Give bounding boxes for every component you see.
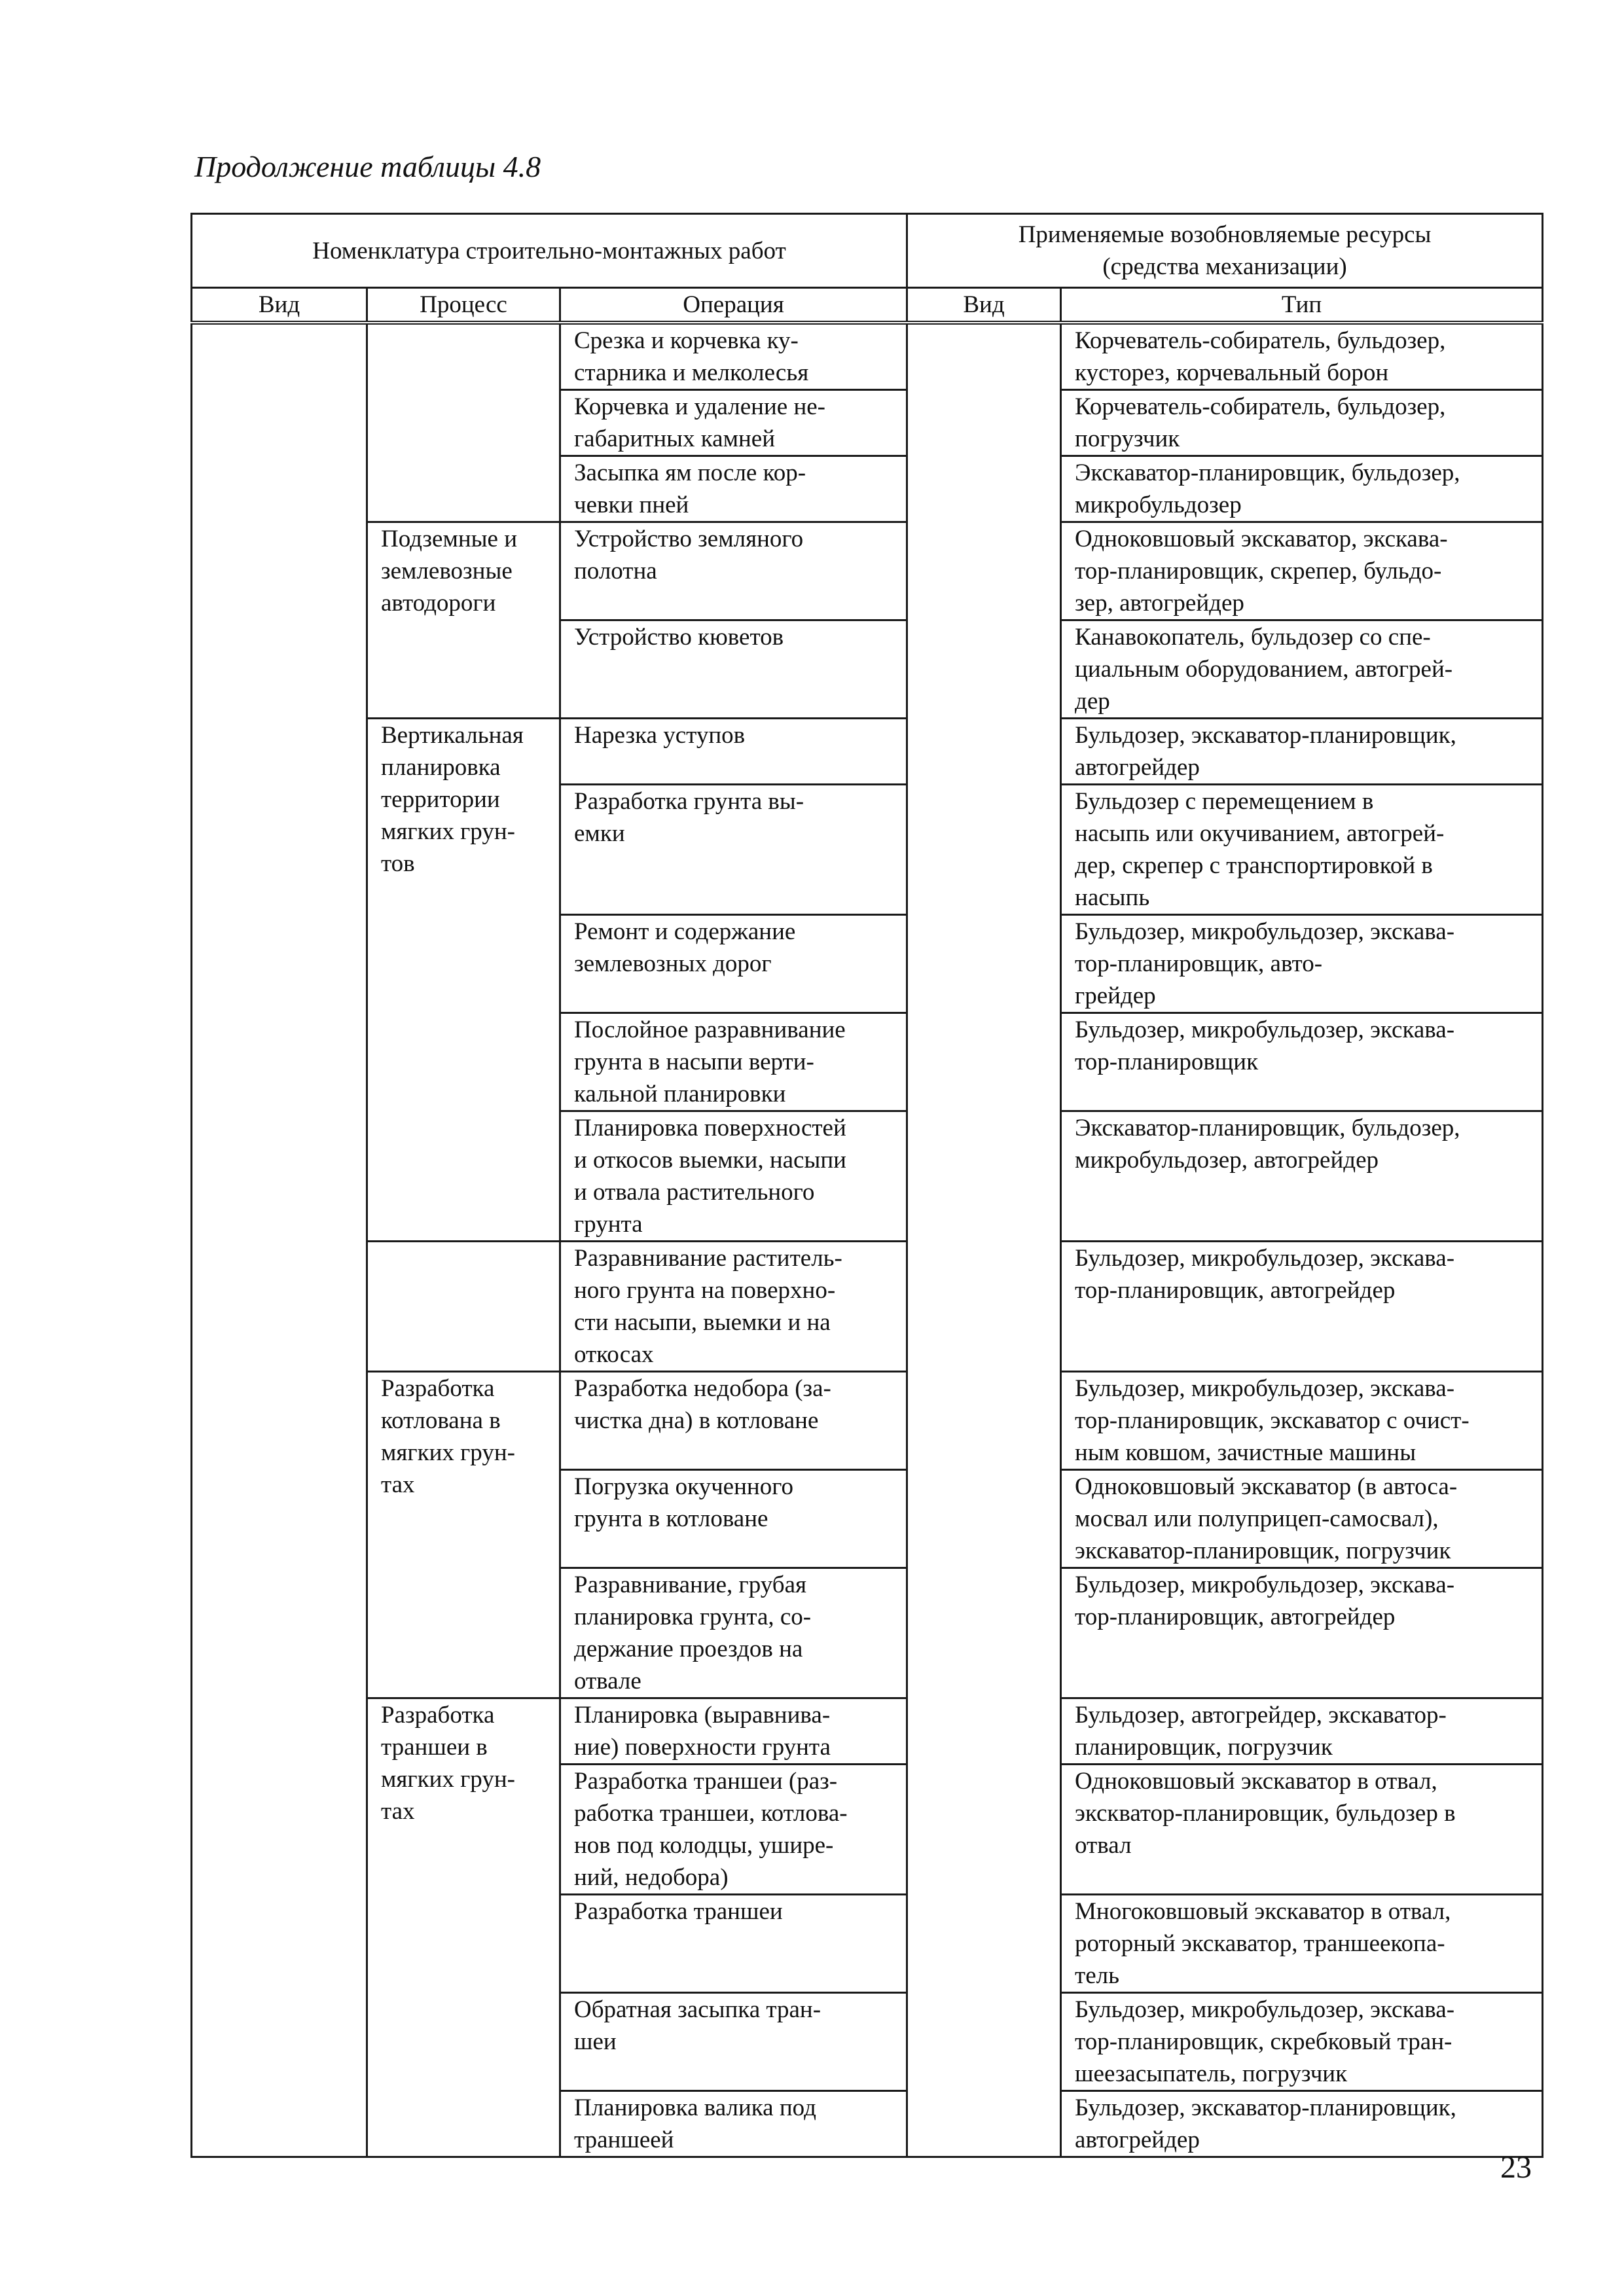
type-cell: Бульдозер, экскаватор-планировщик, автогрейдер xyxy=(1061,719,1543,785)
operation-cell: Срезка и корчевка ку- старника и мелколесья xyxy=(560,323,907,390)
type-cell: Бульдозер, экскаватор-планировщик, автогрейдер xyxy=(1061,2091,1543,2157)
vid-cell xyxy=(192,323,367,2157)
type-cell: Бульдозер, микробульдозер, экскава- тор-планировщик, скребковый тран- шеезасыпатель, погрузчик xyxy=(1061,1993,1543,2091)
type-cell: Канавокопатель, бульдозер со спе- циальным оборудованием, автогрей- дер xyxy=(1061,620,1543,719)
process-cell: Разработка котлована в мягких грун- тах xyxy=(367,1372,560,1698)
type-cell: Одноковшовый экскаватор в отвал, экскватор-планировщик, бульдозер в отвал xyxy=(1061,1765,1543,1895)
operation-cell: Разработка траншеи xyxy=(560,1895,907,1993)
header-col-vid: Вид xyxy=(192,288,367,323)
operation-cell: Планировка поверхностей и откосов выемки, насыпи и отвала растительного грунта xyxy=(560,1111,907,1242)
operation-cell: Засыпка ям после кор- чевки пней xyxy=(560,456,907,522)
operation-cell: Ремонт и содержание землевозных дорог xyxy=(560,915,907,1013)
operation-cell: Погрузка окученного грунта в котловане xyxy=(560,1470,907,1568)
header-col-vid2: Вид xyxy=(907,288,1061,323)
operation-cell: Планировка валика под траншеей xyxy=(560,2091,907,2157)
type-cell: Одноковшовый экскаватор, экскава- тор-планировщик, скрепер, бульдо- зер, автогрейдер xyxy=(1061,522,1543,620)
type-cell: Многоковшовый экскаватор в отвал, роторный экскаватор, траншеекопа- тель xyxy=(1061,1895,1543,1993)
header-col-process: Процесс xyxy=(367,288,560,323)
type-cell: Корчеватель-собиратель, бульдозер, кусторез, корчевальный борон xyxy=(1061,323,1543,390)
type-cell: Бульдозер, микробульдозер, экскава- тор-планировщик, авто- грейдер xyxy=(1061,915,1543,1013)
type-cell: Бульдозер, автогрейдер, экскаватор- планировщик, погрузчик xyxy=(1061,1698,1543,1765)
process-cell: Разработка траншеи в мягких грун- тах xyxy=(367,1698,560,2157)
header-col-type: Тип xyxy=(1061,288,1543,323)
process-cell: Подземные и землевозные автодороги xyxy=(367,522,560,719)
type-cell: Бульдозер, микробульдозер, экскава- тор-планировщик, экскаватор с очист- ным ковшом, зачистные машины xyxy=(1061,1372,1543,1470)
operation-cell: Устройство земляного полотна xyxy=(560,522,907,620)
operation-cell: Планировка (выравнива- ние) поверхности грунта xyxy=(560,1698,907,1765)
header-col-operation: Операция xyxy=(560,288,907,323)
operation-cell: Разработка траншеи (раз- работка траншеи, котлова- нов под колодцы, ушире- ний, недобора) xyxy=(560,1765,907,1895)
operation-cell: Устройство кюветов xyxy=(560,620,907,719)
operation-cell: Разравнивание, грубая планировка грунта, со- держание проездов на отвале xyxy=(560,1568,907,1698)
type-cell: Бульдозер, микробульдозер, экскава- тор-планировщик xyxy=(1061,1013,1543,1111)
type-cell: Бульдозер, микробульдозер, экскава- тор-планировщик, автогрейдер xyxy=(1061,1568,1543,1698)
type-cell: Корчеватель-собиратель, бульдозер, погрузчик xyxy=(1061,390,1543,456)
table-caption: Продолжение таблицы 4.8 xyxy=(194,150,541,183)
process-cell xyxy=(367,323,560,522)
type-cell: Бульдозер с перемещением в насыпь или окучиванием, автогрей- дер, скрепер с транспортировкой в насыпь xyxy=(1061,785,1543,915)
process-cell: Вертикальная планировка территории мягких грун- тов xyxy=(367,719,560,1242)
header-nomenclature: Номенклатура строительно-монтажных работ xyxy=(192,214,907,288)
operation-cell: Разработка недобора (за- чистка дна) в котловане xyxy=(560,1372,907,1470)
machinery-table xyxy=(190,213,1543,2158)
type-cell: Одноковшовый экскаватор (в автоса- мосвал или полуприцеп-самосвал), экскаватор-планировщик, погрузчик xyxy=(1061,1470,1543,1568)
operation-cell: Разработка грунта вы- емки xyxy=(560,785,907,915)
type-cell: Экскаватор-планировщик, бульдозер, микробульдозер xyxy=(1061,456,1543,522)
type-cell: Экскаватор-планировщик, бульдозер, микробульдозер, автогрейдер xyxy=(1061,1111,1543,1242)
operation-cell: Обратная засыпка тран- шеи xyxy=(560,1993,907,2091)
page-number: 23 xyxy=(1500,2150,1532,2185)
operation-cell: Разравнивание раститель- ного грунта на поверхно- сти насыпи, выемки и на откосах xyxy=(560,1242,907,1372)
header-resources: Применяемые возобновляемые ресурсы (средства механизации) xyxy=(907,214,1543,288)
operation-cell: Послойное разравнивание грунта в насыпи верти- кальной планировки xyxy=(560,1013,907,1111)
vid2-cell xyxy=(907,323,1061,2157)
operation-cell: Корчевка и удаление не- габаритных камней xyxy=(560,390,907,456)
operation-cell: Нарезка уступов xyxy=(560,719,907,785)
process-cell xyxy=(367,1242,560,1372)
type-cell: Бульдозер, микробульдозер, экскава- тор-планировщик, автогрейдер xyxy=(1061,1242,1543,1372)
